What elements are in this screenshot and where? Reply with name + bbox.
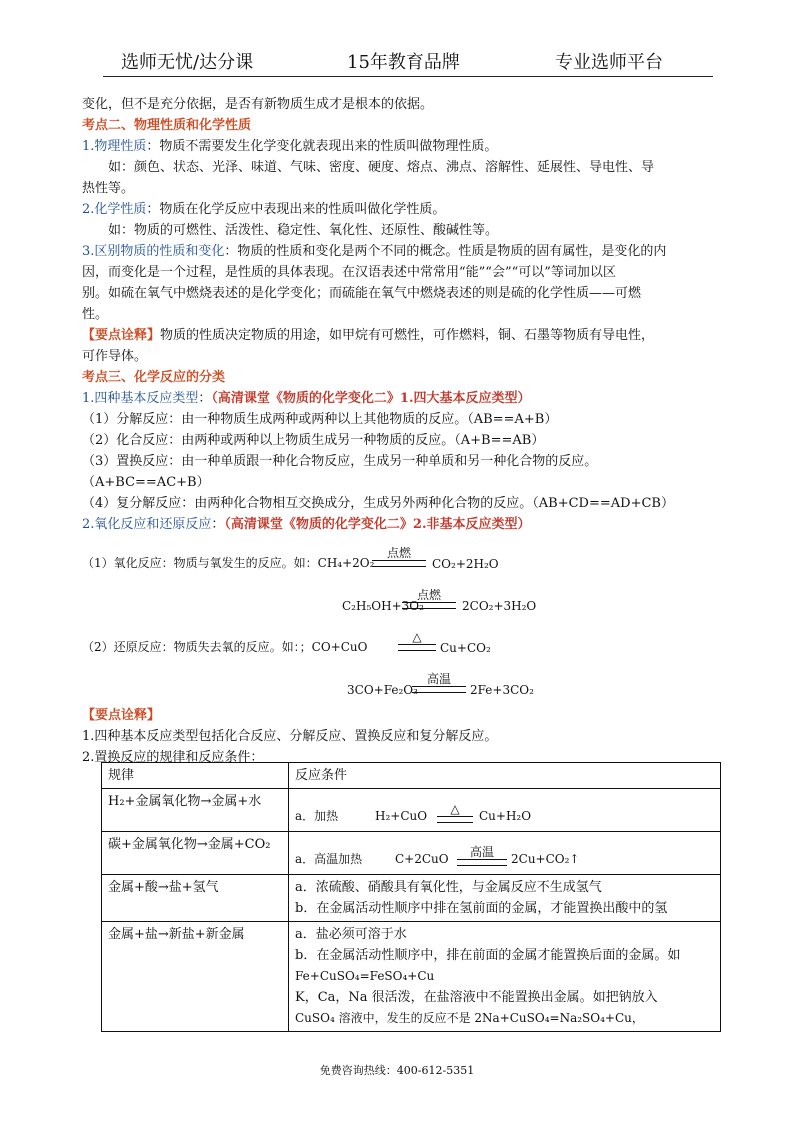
equation-product: Cu+H₂O (479, 809, 532, 823)
condition-line: b．在金属活动性顺序中排在氢前面的金属，才能置换出酸中的氢 (295, 901, 668, 916)
equation-product: 2CO₂+3H₂O (462, 599, 537, 613)
paragraph-line: 因，而变化是一个过程，是性质的具体表现。在汉语表述中常常用“能”“会”“可以”等词加以区 (82, 265, 616, 280)
example-line: 热性等。 (82, 181, 135, 196)
lesson-ref: （高清课堂《物质的化学变化二》1.四大基本反应类型） (211, 391, 531, 406)
paragraph: 变化，但不是充分依据，是否有新物质生成才是根本的依据。 (82, 97, 434, 112)
reaction-condition: △ (398, 630, 436, 651)
equation-reactant: C₂H₅OH+3O₂ (342, 599, 424, 613)
rule-cell: 金属+酸→盐+氢气 (102, 875, 289, 922)
equation-product: 2Cu+CO₂↑ (511, 852, 580, 866)
note-text: 物质的性质决定物质的用途，如甲烷有可燃性，可作燃料，铜、石墨等物质有导电性， (160, 328, 655, 343)
equals-bar (412, 686, 466, 693)
subsection-line (82, 514, 712, 535)
condition-line: a．浓硫酸、硝酸具有氧化性，与金属反应不生成氢气 (295, 880, 602, 895)
definition-text: ：物质不需要发生化学变化就表现出来的性质叫做物理性质。 (146, 139, 498, 154)
equation-product: 2Fe+3CO₂ (470, 683, 534, 697)
equation-product: CO₂+2H₂O (432, 557, 499, 571)
equation-text: （1）氧化反应：物质与氧发生的反应。如：CH₄+2O₂ (82, 556, 375, 570)
equation-reactant: C+2CuO (395, 852, 449, 866)
paragraph-line: 性。 (82, 307, 109, 322)
equation-reactant: H₂+CuO (375, 809, 428, 823)
condition-text: a．高温加热 (295, 852, 363, 866)
term-label: 1.物理性质 (82, 139, 147, 154)
equation-oxidation-2 (82, 577, 712, 619)
displacement-rules-table (101, 762, 721, 1032)
equals-bar (398, 644, 436, 651)
phys-prop-line (82, 136, 712, 157)
page-header (103, 48, 713, 77)
equals-bar (457, 859, 507, 866)
colon: ： (211, 517, 225, 532)
rule-cell: 碳+金属氧化物→金属+CO₂ (102, 832, 289, 875)
chem-prop-line (82, 199, 712, 220)
rule-cell: H₂+金属氧化物→金属+水 (102, 789, 289, 832)
reaction-condition: 高温 (412, 672, 466, 693)
difference-line (82, 241, 712, 262)
list-item: （2）化合反应：由两种或两种以上物质生成另一种物质的反应。（A+B==AB） (82, 433, 545, 448)
main-content (82, 94, 712, 768)
reaction-condition: 高温 (457, 845, 507, 866)
note-tag: 【要点诠释】 (82, 708, 161, 723)
condition-line: K，Ca，Na 很活泼，在盐溶液中不能置换出金属。如把钠放入 (295, 990, 658, 1005)
note-tag: 【要点诠释】 (82, 328, 161, 343)
equation-reduction-2 (82, 661, 712, 703)
list-item: （A+BC==AC+B） (82, 475, 210, 490)
lesson-ref: （高清课堂《物质的化学变化二》2.非基本反应类型） (224, 517, 531, 532)
condition-text: a．加热 (295, 809, 339, 823)
term-label: 1.四种基本反应类型 (82, 391, 199, 406)
equation-reduction-1 (82, 619, 712, 661)
equals-bar (372, 560, 426, 567)
table-header-cell: 规律 (102, 763, 289, 789)
note-line (82, 325, 712, 346)
list-item: （1）分解反应：由一种物质生成两种或两种以上其他物质的反应。（AB==A+B） (82, 412, 558, 427)
rule-cell: 金属+盐→新盐+新金属 (102, 922, 289, 1032)
table-row (102, 922, 721, 1032)
reaction-condition: 点燃 (372, 546, 426, 567)
example-line: 如：物质的可燃性、活泼性、稳定性、氧化性、还原性、酸碱性等。 (108, 223, 499, 238)
table-header-row (102, 763, 721, 789)
section-title: 考点二、物理性质和化学性质 (82, 118, 252, 133)
equals-bar (437, 816, 473, 823)
term-label: 2.氧化反应和还原反应 (82, 517, 212, 532)
condition-line: a．盐必须可溶于水 (295, 927, 407, 942)
colon: ： (198, 391, 212, 406)
equation-reactant: 3CO+Fe₂O₃ (347, 683, 418, 697)
term-label: 3.区别物质的性质和变化 (82, 244, 225, 259)
condition-line: CuSO₄ 溶液中，发生的反应不是 2Na+CuSO₄=Na₂SO₄+Cu， (295, 1011, 644, 1025)
reaction-condition: 点燃 (402, 588, 456, 609)
subsection-line (82, 388, 712, 409)
equals-bar (402, 602, 456, 609)
table-row (102, 789, 721, 832)
condition-cell (289, 875, 721, 922)
note-line: 2.置换反应的规律和反应条件： (82, 750, 264, 765)
equation-text: （2）还原反应：物质失去氧的反应。如：；CO+CuO (82, 640, 368, 654)
paragraph-line: 别。如硫在氧气中燃烧表述的是化学变化；而硫能在氧气中燃烧表述的则是硫的化学性质——可燃 (82, 286, 642, 301)
equation-product: Cu+CO₂ (440, 641, 491, 655)
header-center: 15年教育品牌 (347, 52, 460, 73)
condition-line: b．在金属活动性顺序中，排在前面的金属才能置换后面的金属。如 (295, 948, 681, 963)
table-row (102, 875, 721, 922)
note-line: 可作导体。 (82, 349, 148, 364)
condition-cell (289, 922, 721, 1032)
reaction-condition: △ (437, 802, 473, 823)
example-line: 如：颜色、状态、光泽、味道、气味、密度、硬度、熔点、沸点、溶解性、延展性、导电性、导 (108, 160, 655, 175)
condition-cell (289, 832, 721, 875)
table-header-cell: 反应条件 (289, 763, 721, 789)
term-label: 2.化学性质 (82, 202, 147, 217)
header-right: 专业选师平台 (555, 52, 663, 73)
definition-text: ：物质的性质和变化是两个不同的概念。性质是物质的固有属性，是变化的内 (224, 244, 667, 259)
note-line: 1.四种基本反应类型包括化合反应、分解反应、置换反应和复分解反应。 (82, 729, 498, 744)
table-row (102, 832, 721, 875)
list-item: （4）复分解反应：由两种化合物相互交换成分，生成另外两种化合物的反应。（AB+CD==AD+CB） (82, 496, 674, 511)
equation (295, 834, 714, 872)
condition-cell (289, 789, 721, 832)
footer-hotline: 免费咨询热线：400-612-5351 (319, 1064, 475, 1077)
equation-oxidation-1 (82, 535, 712, 577)
header-left: 选师无忧/达分课 (121, 52, 254, 73)
section-title: 考点三、化学反应的分类 (82, 370, 226, 385)
equation (295, 791, 714, 829)
list-item: （3）置换反应：由一种单质跟一种化合物反应，生成另一种单质和另一种化合物的反应。 (82, 454, 598, 469)
condition-line: Fe+CuSO₄=FeSO₄+Cu (295, 969, 435, 983)
definition-text: ：物质在化学反应中表现出来的性质叫做化学性质。 (146, 202, 446, 217)
